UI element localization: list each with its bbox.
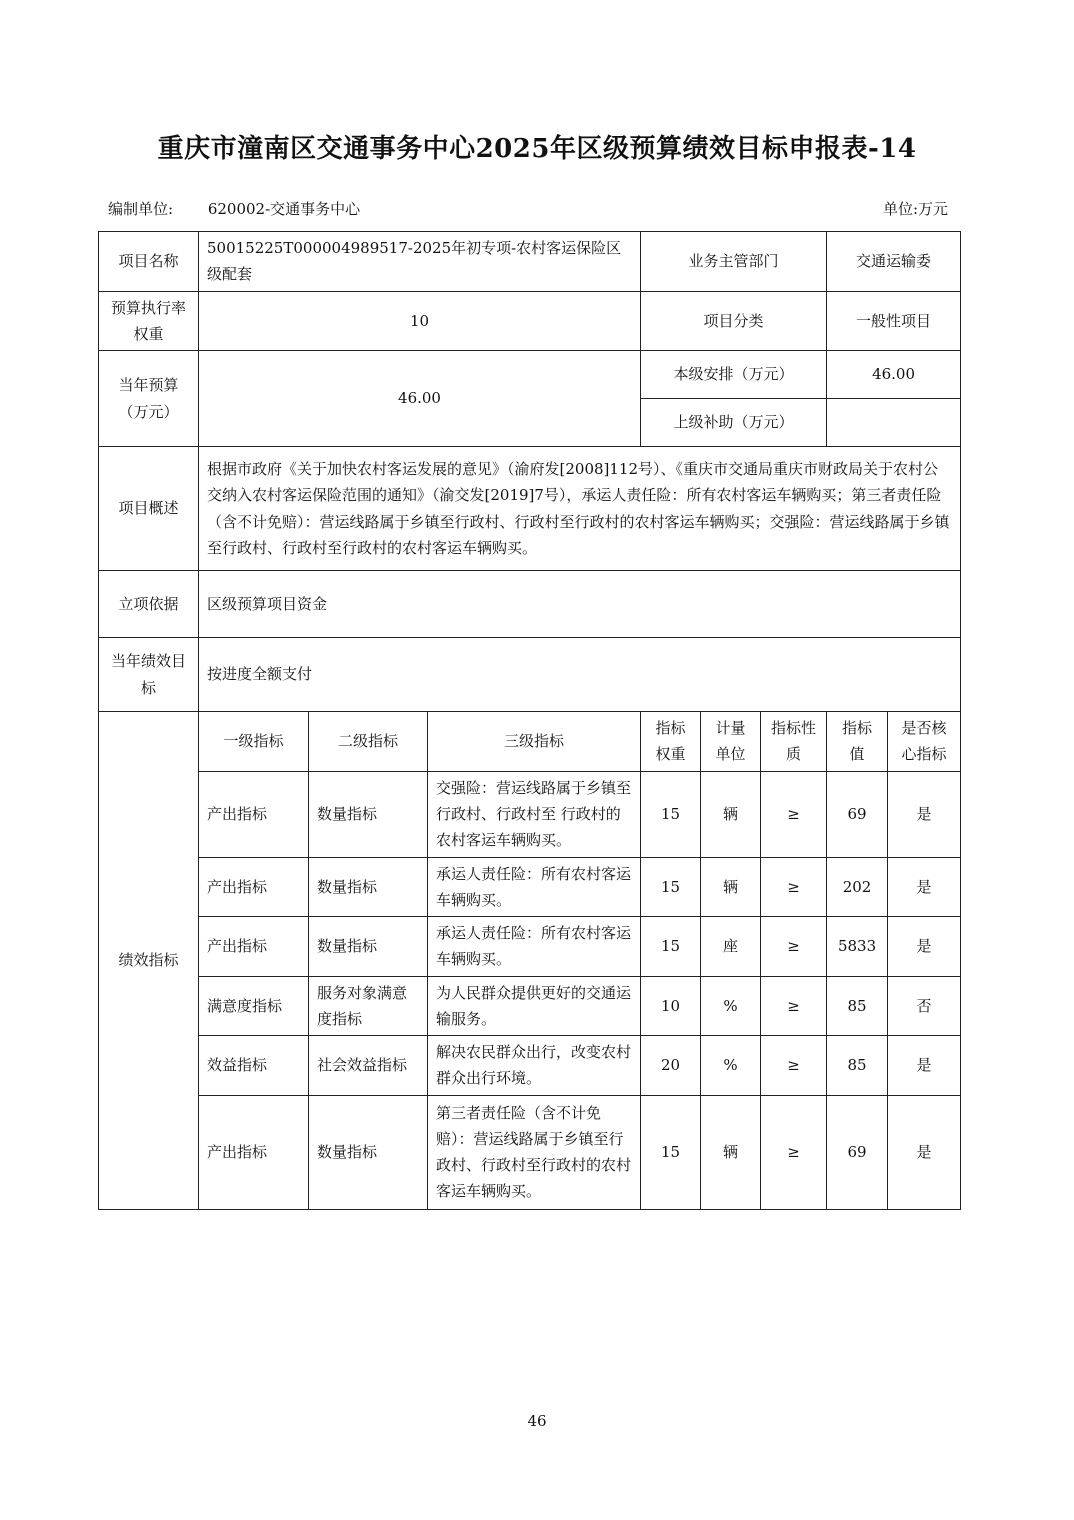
row-overview [99, 447, 961, 571]
cell-core: 是 [888, 1036, 961, 1096]
weight-label: 预算执行率权重 [99, 291, 199, 351]
table-row [99, 1036, 961, 1096]
cell-weight: 15 [641, 917, 701, 977]
cell-unit: 座 [701, 917, 761, 977]
basis-label: 立项依据 [99, 571, 199, 638]
compiler-line [108, 198, 360, 219]
cell-level2: 社会效益指标 [309, 1036, 428, 1096]
table-row [99, 976, 961, 1036]
cell-nature: ≥ [761, 1036, 827, 1096]
table-row [99, 917, 961, 977]
cell-weight: 10 [641, 976, 701, 1036]
cell-level2: 数量指标 [309, 857, 428, 917]
overview-value: 根据市政府《关于加快农村客运发展的意见》（渝府发[2008]112号）、《重庆市交通局重庆市财政局关于农村公交纳入农村客运保险范围的通知》（渝交发[2019]7号），承运人责任险：所有农村客运车辆购买；第三者责任险（含不计免赔）：营运线路属于乡镇至行政村、行政村至行政村的农村客运车辆购买；交强险：营运线路属于乡镇至行政村、行政村至行政村的农村客运车辆购买。 [199, 447, 961, 571]
table-row [99, 1095, 961, 1209]
cell-level3: 为人民群众提供更好的交通运输服务。 [428, 976, 641, 1036]
weight-value: 10 [199, 291, 641, 351]
cell-weight: 15 [641, 771, 701, 857]
category-value: 一般性项目 [827, 291, 961, 351]
cell-nature: ≥ [761, 857, 827, 917]
cell-level2: 服务对象满意度指标 [309, 976, 428, 1036]
dept-label: 业务主管部门 [641, 232, 827, 292]
document-title: 重庆市潼南区交通事务中心2025年区级预算绩效目标申报表-14 [157, 134, 917, 164]
unit-note: 单位:万元 [882, 200, 948, 218]
header-nature: 指标性质 [761, 712, 827, 772]
cell-level3: 承运人责任险：所有农村客运车辆购买。 [428, 857, 641, 917]
superior-label: 上级补助（万元） [641, 399, 827, 447]
level-label: 本级安排（万元） [641, 351, 827, 399]
cell-level1: 产出指标 [199, 1095, 309, 1209]
row-project-name [99, 232, 961, 292]
header-level3: 三级指标 [428, 712, 641, 772]
cell-core: 是 [888, 857, 961, 917]
cell-level2: 数量指标 [309, 771, 428, 857]
cell-level3: 第三者责任险（含不计免赔）：营运线路属于乡镇至行政村、行政村至行政村的农村客运车辆购买。 [428, 1095, 641, 1209]
cell-nature: ≥ [761, 917, 827, 977]
cell-unit: 辆 [701, 857, 761, 917]
indicators-section-label: 绩效指标 [99, 712, 199, 1210]
project-name-label: 项目名称 [99, 232, 199, 292]
budget-label: 当年预算（万元） [99, 351, 199, 447]
cell-nature: ≥ [761, 1095, 827, 1209]
goal-label: 当年绩效目标 [99, 638, 199, 712]
cell-level1: 产出指标 [199, 857, 309, 917]
cell-unit: 辆 [701, 1095, 761, 1209]
cell-value: 85 [827, 976, 888, 1036]
goal-value: 按进度全额支付 [199, 638, 961, 712]
row-basis [99, 571, 961, 638]
header-core: 是否核心指标 [888, 712, 961, 772]
cell-nature: ≥ [761, 976, 827, 1036]
cell-value: 69 [827, 771, 888, 857]
header-unit: 计量单位 [701, 712, 761, 772]
cell-core: 否 [888, 976, 961, 1036]
cell-level1: 产出指标 [199, 917, 309, 977]
cell-value: 202 [827, 857, 888, 917]
page-number: 46 [527, 1412, 547, 1430]
cell-level2: 数量指标 [309, 917, 428, 977]
row-weight [99, 291, 961, 351]
cell-core: 是 [888, 917, 961, 977]
header-weight: 指标权重 [641, 712, 701, 772]
table-row [99, 857, 961, 917]
cell-nature: ≥ [761, 771, 827, 857]
budget-value: 46.00 [199, 351, 641, 447]
budget-table [98, 231, 961, 1210]
cell-core: 是 [888, 1095, 961, 1209]
basis-value: 区级预算项目资金 [199, 571, 961, 638]
cell-level1: 满意度指标 [199, 976, 309, 1036]
cell-core: 是 [888, 771, 961, 857]
cell-weight: 15 [641, 1095, 701, 1209]
cell-level1: 产出指标 [199, 771, 309, 857]
row-budget [99, 351, 961, 399]
cell-level2: 数量指标 [309, 1095, 428, 1209]
cell-level3: 解决农民群众出行，改变农村群众出行环境。 [428, 1036, 641, 1096]
header-value: 指标值 [827, 712, 888, 772]
cell-level1: 效益指标 [199, 1036, 309, 1096]
cell-value: 85 [827, 1036, 888, 1096]
project-name-value: 50015225T000004989517-2025年初专项-农村客运保险区级配套 [199, 232, 641, 292]
indicator-header-row [99, 712, 961, 772]
cell-level3: 交强险：营运线路属于乡镇至行政村、行政村至 行政村的农村客运车辆购买。 [428, 771, 641, 857]
cell-weight: 20 [641, 1036, 701, 1096]
category-label: 项目分类 [641, 291, 827, 351]
header-level1: 一级指标 [199, 712, 309, 772]
compiler-label: 编制单位: [108, 200, 174, 218]
dept-value: 交通运输委 [827, 232, 961, 292]
cell-unit: % [701, 976, 761, 1036]
cell-level3: 承运人责任险：所有农村客运车辆购买。 [428, 917, 641, 977]
cell-value: 5833 [827, 917, 888, 977]
table-row [99, 771, 961, 857]
compiler-value: 620002-交通事务中心 [207, 200, 361, 218]
superior-value [827, 399, 961, 447]
overview-label: 项目概述 [99, 447, 199, 571]
row-goal [99, 638, 961, 712]
cell-unit: % [701, 1036, 761, 1096]
level-value: 46.00 [827, 351, 961, 399]
cell-value: 69 [827, 1095, 888, 1209]
cell-weight: 15 [641, 857, 701, 917]
cell-unit: 辆 [701, 771, 761, 857]
header-level2: 二级指标 [309, 712, 428, 772]
